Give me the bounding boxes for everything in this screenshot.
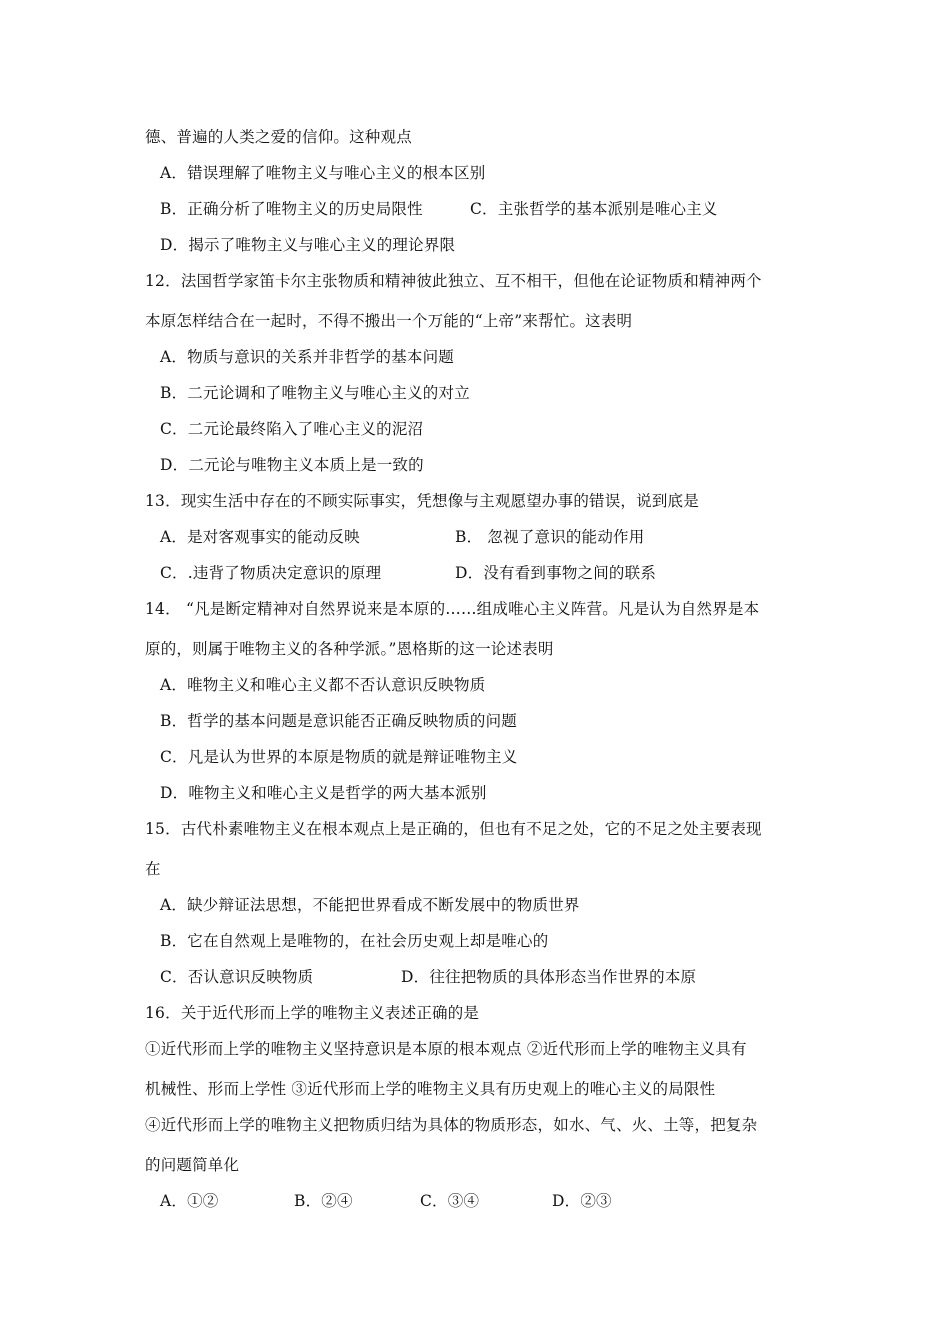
q13-option-d: D．没有看到事物之间的联系 [455, 564, 657, 582]
q15-option-a: A．缺少辩证法思想，不能把世界看成不断发展中的物质世界 [160, 896, 580, 914]
q16-statement-4-cont: 的问题简单化 [145, 1156, 240, 1174]
q12-stem: 12．法国哲学家笛卡尔主张物质和精神彼此独立、互不相干，但他在论证物质和精神两个 [145, 272, 762, 290]
q16-option-a: A．①② [160, 1192, 219, 1210]
q14-option-c: C．凡是认为世界的本原是物质的就是辩证唯物主义 [160, 748, 518, 766]
q13-stem: 13．现实生活中存在的不顾实际事实，凭想像与主观愿望办事的错误，说到底是 [145, 492, 699, 510]
q12-option-d: D．二元论与唯物主义本质上是一致的 [160, 456, 424, 474]
q14-option-b: B．哲学的基本问题是意识能否正确反映物质的问题 [160, 712, 517, 730]
q12-option-a: A．物质与意识的关系并非哲学的基本问题 [160, 348, 454, 366]
q16-statement-1-2: ①近代形而上学的唯物主义坚持意识是本原的根本观点 ②近代形而上学的唯物主义具有 [145, 1040, 747, 1058]
q16-stem: 16．关于近代形而上学的唯物主义表述正确的是 [145, 1004, 480, 1022]
q12-option-c: C．二元论最终陷入了唯心主义的泥沼 [160, 420, 424, 438]
q15-option-b: B．它在自然观上是唯物的，在社会历史观上却是唯心的 [160, 932, 549, 950]
q15-stem-line2: 在 [145, 860, 161, 878]
q14-option-d: D．唯物主义和唯心主义是哲学的两大基本派别 [160, 784, 487, 802]
q14-option-a: A．唯物主义和唯心主义都不否认意识反映物质 [160, 676, 486, 694]
q16-option-d: D．②③ [552, 1192, 612, 1210]
q11-option-c: C．主张哲学的基本派别是唯心主义 [470, 200, 718, 218]
q14-stem: 14． “凡是断定精神对自然界说来是本原的……组成唯心主义阵营。凡是认为自然界是本 [145, 600, 760, 618]
q16-option-b: B．②④ [294, 1192, 353, 1210]
q11-option-d: D．揭示了唯物主义与唯心主义的理论界限 [160, 236, 456, 254]
q11-option-b: B．正确分析了唯物主义的历史局限性 [160, 200, 423, 218]
q14-stem-line2: 原的，则属于唯物主义的各种学派。”恩格斯的这一论述表明 [145, 640, 554, 658]
q15-option-c: C．否认意识反映物质 [160, 968, 314, 986]
q13-option-c: C．.违背了物质决定意识的原理 [160, 564, 382, 582]
q11-option-a: A．错误理解了唯物主义与唯心主义的根本区别 [160, 164, 486, 182]
q16-statement-4: ④近代形而上学的唯物主义把物质归结为具体的物质形态，如水、气、火、土等，把复杂 [145, 1116, 758, 1134]
q16-option-c: C．③④ [420, 1192, 480, 1210]
q15-option-d: D．往往把物质的具体形态当作世界的本原 [401, 968, 697, 986]
q11-stem-continuation: 德、普遍的人类之爱的信仰。这种观点 [145, 128, 412, 146]
q13-option-a: A．是对客观事实的能动反映 [160, 528, 360, 546]
q16-statement-2-3: 机械性、形而上学性 ③近代形而上学的唯物主义具有历史观上的唯心主义的局限性 [145, 1080, 716, 1098]
q15-stem: 15．古代朴素唯物主义在根本观点上是正确的，但也有不足之处，它的不足之处主要表现 [145, 820, 762, 838]
q13-option-b: B． 忽视了意识的能动作用 [455, 528, 645, 546]
q12-option-b: B．二元论调和了唯物主义与唯心主义的对立 [160, 384, 470, 402]
q12-stem-line2: 本原怎样结合在一起时，不得不搬出一个万能的“上帝”来帮忙。这表明 [145, 312, 633, 330]
